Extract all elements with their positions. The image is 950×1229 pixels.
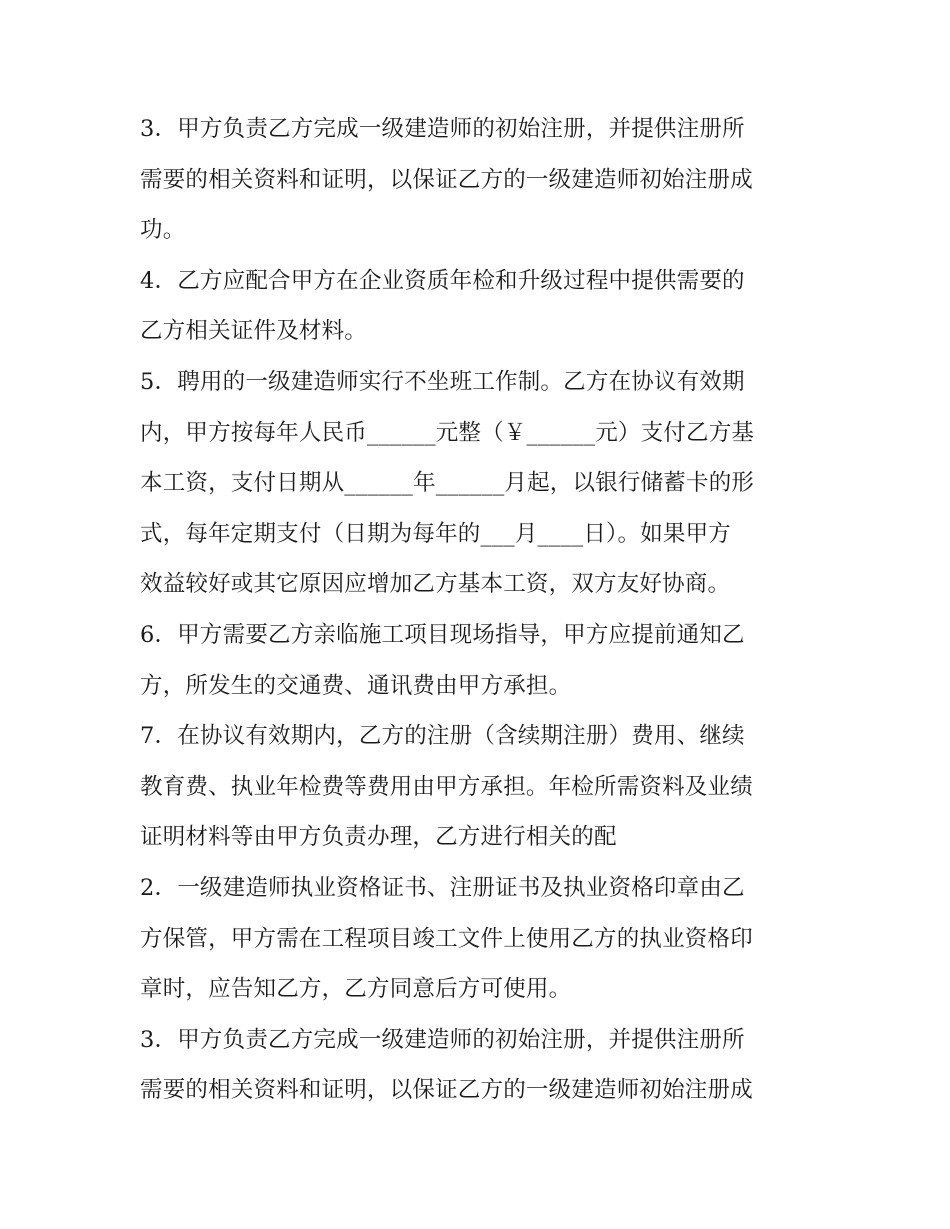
text-line: 本工资，支付日期从______年______月起，以银行储蓄卡的形: [140, 470, 755, 497]
text-line: 4．乙方应配合甲方在企业资质年检和升级过程中提供需要的: [140, 267, 745, 294]
text-line: 式，每年定期支付（日期为每年的___月____日）。如果甲方: [140, 520, 732, 547]
text-line: 功。: [140, 217, 186, 244]
text-line: 2．一级建造师执业资格证书、注册证书及执业资格印章由乙: [140, 874, 745, 901]
text-line: 效益较好或其它原因应增加乙方基本工资，双方友好协商。: [140, 571, 731, 598]
text-line: 证明材料等由甲方负责办理，乙方进行相关的配: [140, 824, 617, 851]
text-line: 3．甲方负责乙方完成一级建造师的初始注册，并提供注册所: [140, 116, 745, 142]
text-line: 方，所发生的交通费、通讯费由甲方承担。: [140, 672, 572, 699]
text-line: 3．甲方负责乙方完成一级建造师的初始注册，并提供注册所: [140, 1026, 745, 1053]
document-body: [140, 104, 820, 1116]
text-line: 方保管，甲方需在工程项目竣工文件上使用乙方的执业资格印: [140, 925, 753, 952]
text-line: 5．聘用的一级建造师实行不坐班工作制。乙方在协议有效期: [140, 368, 745, 395]
text-line: 章时，应告知乙方，乙方同意后方可使用。: [140, 976, 572, 1003]
text-line: 内，甲方按每年人民币______元整（￥______元）支付乙方基: [140, 419, 755, 446]
text-line: 教育费、执业年检费等费用由甲方承担。年检所需资料及业绩: [140, 773, 753, 800]
text-line: 6．甲方需要乙方亲临施工项目现场指导，甲方应提前通知乙: [140, 621, 745, 648]
text-line: 乙方相关证件及材料。: [140, 318, 368, 345]
text-line: 7．在协议有效期内，乙方的注册（含续期注册）费用、继续: [140, 723, 745, 750]
text-line: 需要的相关资料和证明，以保证乙方的一级建造师初始注册成: [140, 166, 753, 193]
text-line: 需要的相关资料和证明，以保证乙方的一级建造师初始注册成: [140, 1077, 753, 1104]
